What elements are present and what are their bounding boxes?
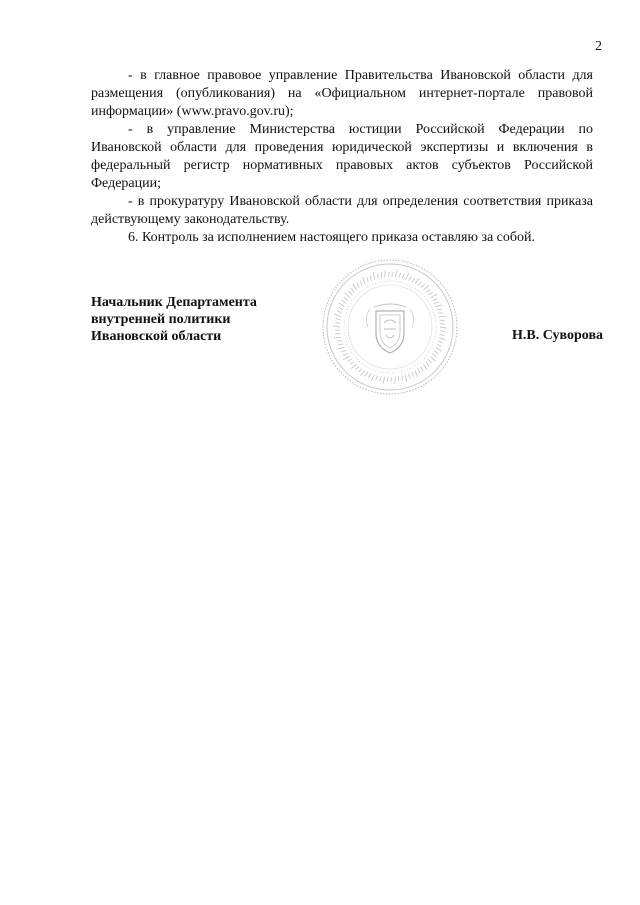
seal-ring-mark	[440, 324, 445, 325]
seal-ring-mark	[376, 376, 378, 381]
seal-ring-mark	[418, 368, 420, 373]
seal-ring-mark	[436, 305, 443, 307]
seal-ring-mark	[333, 326, 340, 327]
seal-ring-mark	[338, 303, 344, 307]
seal-ring-mark	[370, 276, 371, 281]
seal-ring-mark	[368, 373, 371, 377]
seal-ring-mark	[342, 300, 346, 303]
paragraph-ministry-of-justice: - в управление Министерства юстиции Российской Федерации по Ивановской области для проведения юридической экспертизы и включения в федеральный регистр нормативных правовых актов субъектов Российской Федерации;	[91, 122, 593, 191]
seal-ring-mark	[438, 341, 443, 343]
seal-ring-mark	[436, 347, 442, 351]
seal-ring-mark	[344, 297, 348, 301]
seal-ring-mark	[339, 307, 343, 310]
seal-ring-mark	[418, 282, 422, 286]
seal-ring-mark	[437, 309, 442, 310]
seal-ring-mark	[367, 277, 368, 282]
paragraph-publication: - в главное правовое управление Правительства Ивановской области для размещения (опубликования) на «Официальном интернет-портале правовой информации» (www.pravo.gov.ru);	[91, 68, 593, 119]
seal-ring-mark	[415, 370, 418, 377]
seal-ring-mark	[421, 284, 425, 287]
seal-ring-mark	[365, 372, 368, 376]
seal-ring-mark	[409, 276, 412, 280]
seal-ring-mark	[437, 344, 441, 347]
seal-ring-mark	[343, 354, 348, 356]
seal-ring-mark	[440, 330, 445, 331]
seal-ring-mark	[371, 375, 374, 381]
seal-ring-mark	[361, 370, 365, 375]
seal-ring-mark	[349, 291, 352, 295]
paragraph-control: 6. Контроль за исполнением настоящего приказа оставляю за собой.	[128, 230, 536, 245]
seal-ring-mark	[341, 350, 346, 351]
seal-ring-mark	[383, 377, 385, 384]
paragraph-prosecutor: - в прокуратуру Ивановской области для определения соответствия приказа действующему законодательству.	[91, 194, 593, 227]
seal-ring-mark	[412, 372, 413, 377]
seal-ring-mark	[415, 278, 419, 283]
document-body	[91, 67, 593, 247]
seal-ring-mark	[351, 288, 354, 292]
seal-ring-mark	[392, 272, 393, 277]
seal-ring-mark	[423, 285, 429, 289]
position-line: Начальник Департамента	[91, 295, 257, 310]
seal-ring-mark	[379, 376, 381, 381]
seal-ring-mark	[350, 362, 354, 365]
seal-ring-mark	[373, 272, 374, 279]
seal-ring-mark	[387, 377, 388, 382]
seal-ring-mark	[336, 318, 341, 320]
seal-ring-mark	[426, 362, 429, 366]
seal-ring-mark	[405, 375, 406, 382]
seal-ring-mark	[423, 364, 427, 370]
seal-ring-mark	[360, 281, 362, 286]
seal-ring-mark	[391, 377, 392, 382]
seal-ring-mark	[430, 294, 436, 297]
seal-ring-mark	[362, 277, 365, 284]
seal-ring-mark	[335, 322, 340, 323]
seal-ring-mark	[343, 356, 349, 359]
seal-ring-mark	[347, 359, 352, 361]
seal-ring-mark	[426, 290, 430, 293]
seal-ring-mark	[434, 302, 439, 303]
seal-ring-mark	[335, 330, 340, 331]
seal-ring-mark	[337, 347, 344, 349]
seal-ring-mark	[402, 274, 404, 279]
seal-ring-mark	[440, 327, 447, 328]
seal-ring-mark	[337, 311, 342, 313]
seal-ring-mark	[353, 284, 357, 290]
seal-ring-mark	[357, 283, 359, 288]
page-number: 2	[595, 39, 602, 54]
seal-ring-mark	[395, 270, 397, 277]
seal-ring-mark	[399, 273, 401, 278]
seal-ring-mark	[351, 364, 357, 368]
seal-ring-mark	[432, 299, 437, 301]
seal-ring-mark	[434, 350, 438, 353]
seal-ring-mark	[412, 278, 415, 282]
seal-ring-mark	[388, 272, 389, 277]
seal-ring-mark	[428, 359, 431, 363]
seal-ring-mark	[428, 293, 433, 295]
seal-ring-mark	[355, 366, 359, 369]
seal-ring-mark	[345, 293, 350, 298]
position-line: внутренней политики	[91, 312, 231, 327]
seal-ring-mark	[405, 273, 408, 279]
seal-ring-mark	[421, 366, 423, 371]
position-line: Ивановской области	[91, 329, 222, 344]
official-seal	[320, 257, 460, 397]
seal-ring-mark	[334, 314, 341, 317]
seal-ring-mark	[338, 344, 343, 345]
seal-ring-mark	[439, 337, 446, 340]
signatory-name: Н.В. Суворова	[512, 328, 603, 343]
seal-ring-mark	[358, 368, 362, 372]
seal-ring-mark	[440, 334, 445, 336]
signatory-position	[91, 294, 257, 345]
seal-ring-mark	[430, 356, 435, 361]
seal-ring-mark	[409, 373, 410, 378]
seal-ring-mark	[432, 354, 436, 358]
